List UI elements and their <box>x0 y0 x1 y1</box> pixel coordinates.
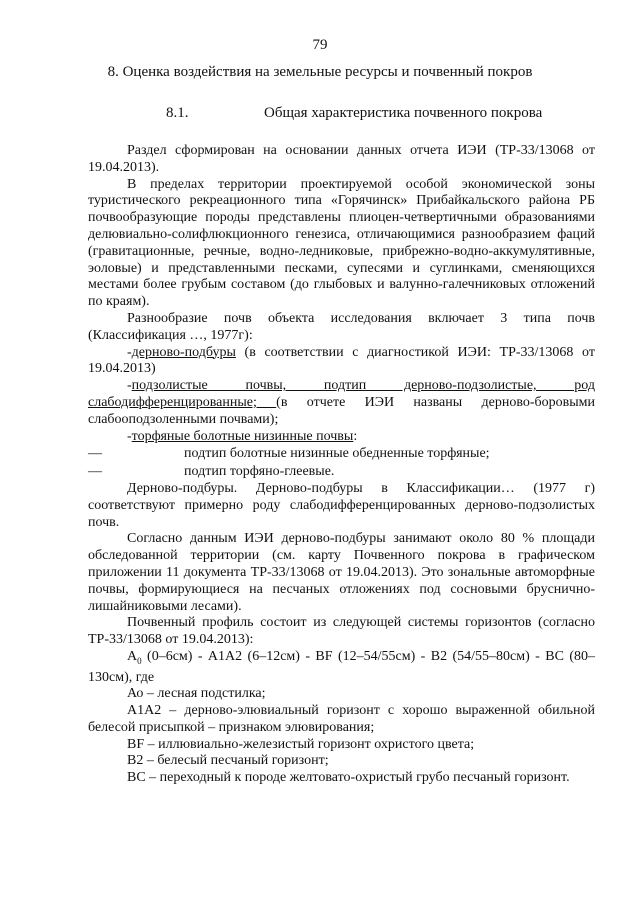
list-dash: - <box>127 428 132 444</box>
sublist-item-2 <box>88 464 595 481</box>
sublist-text: подтип болотные низинные обедненные торфяные; <box>184 446 490 462</box>
formula-rest: (0–6см) - А1А2 (6–12см) - BF (12–54/55см) - В2 (54/55–80см) - ВС (80–130см), где <box>88 648 595 685</box>
paragraph-podbury: Дерново-подбуры. Дерново-подбуры в Классификации… (1977 г) соответствуют примерно роду слабодифференцированных дерново-подзолистых почв. <box>88 480 595 530</box>
list-dash: - <box>127 344 132 360</box>
body-text <box>88 143 595 787</box>
horizon-formula <box>88 649 595 686</box>
list-item-term: дерново-подбуры <box>131 344 236 360</box>
sublist-item-1 <box>88 446 595 463</box>
list-item-soil-2 <box>88 378 595 428</box>
list-item-term: подзолистые почвы, подтип дерново-подзолистые, род слабодифференцированные; <box>88 378 595 410</box>
page-number: 79 <box>312 37 328 53</box>
list-item-text: : <box>353 428 358 444</box>
section-heading: 8. Оценка воздействия на земельные ресурсы и почвенный покров <box>107 64 533 80</box>
definition-bf: BF – иллювиально-железистый горизонт охристого цвета; <box>127 736 475 752</box>
sublist-dash: — <box>88 464 102 480</box>
list-item-soil-3 <box>88 429 595 446</box>
list-item-text: (в отчете ИЭИ названы дерново-боровыми слабооподзоленными почвами); <box>88 394 595 427</box>
list-dash: - <box>127 378 132 394</box>
formula-subscript: 0 <box>137 655 142 666</box>
definition-a1a2: А1А2 – дерново-элювиальный горизонт с хорошо выраженной обильной белесой присыпкой – признаком элювирования; <box>88 703 595 735</box>
paragraph-coverage: Согласно данным ИЭИ дерново-подбуры занимают около 80 % площади обследованной территории (см. карту Почвенного покрова в графическом приложении 11 документа ТР-33/13068 от 19.04.2013). Это зональные автоморфные почвы, формирующиеся на песчаных отложениях под сосновыми бруснично-лишайниковыми лесами). <box>88 531 595 614</box>
paragraph-profile: Почвенный профиль состоит из следующей системы горизонтов (согласно ТР-33/13068 от 19.04.2013): <box>88 615 595 648</box>
formula-a: А <box>127 648 138 664</box>
definition-b2: В2 – белесый песчаный горизонт; <box>127 753 329 769</box>
definition-ao: Ао – лесная подстилка; <box>127 686 266 702</box>
sublist-text: подтип торфяно-глеевые. <box>184 464 335 480</box>
paragraph-source: Раздел сформирован на основании данных отчета ИЭИ (ТР-33/13068 от 19.04.2013). <box>88 143 595 175</box>
subsection-title: Общая характеристика почвенного покрова <box>264 105 543 121</box>
sublist-dash: — <box>88 446 102 462</box>
paragraph-soil-types: Разнообразие почв объекта исследования включает 3 типа почв (Классификация …, 1977г): <box>88 310 595 343</box>
paragraph-parent-rocks: В пределах территории проектируемой особой экономической зоны туристического рекреационного типа «Горячинск» Прибайкальского района РБ почвообразующие породы представлены плиоцен-четвертичными образованиями делювиально-солифлюкционного генезиса, отличающимися разнообразием фаций (гравитационные, речные, водно-ледниковые, прибрежно-водно-аккумулятивные, эоловые) и представленными песками, супесями и суглинками, сменяющихся местами более грубым составом (до глыбовых и валунно-галечниковых отложений по краям). <box>88 176 595 310</box>
list-item-term: торфяные болотные низинные почвы <box>131 428 354 444</box>
list-item-soil-1 <box>88 345 595 379</box>
subsection-number: 8.1. <box>166 105 189 121</box>
list-item-text: (в соответствии с диагностикой ИЭИ: ТР-33/13068 от 19.04.2013) <box>88 344 595 377</box>
definition-bc: ВС – переходный к породе желтовато-охристый грубо песчаный горизонт. <box>127 770 570 786</box>
